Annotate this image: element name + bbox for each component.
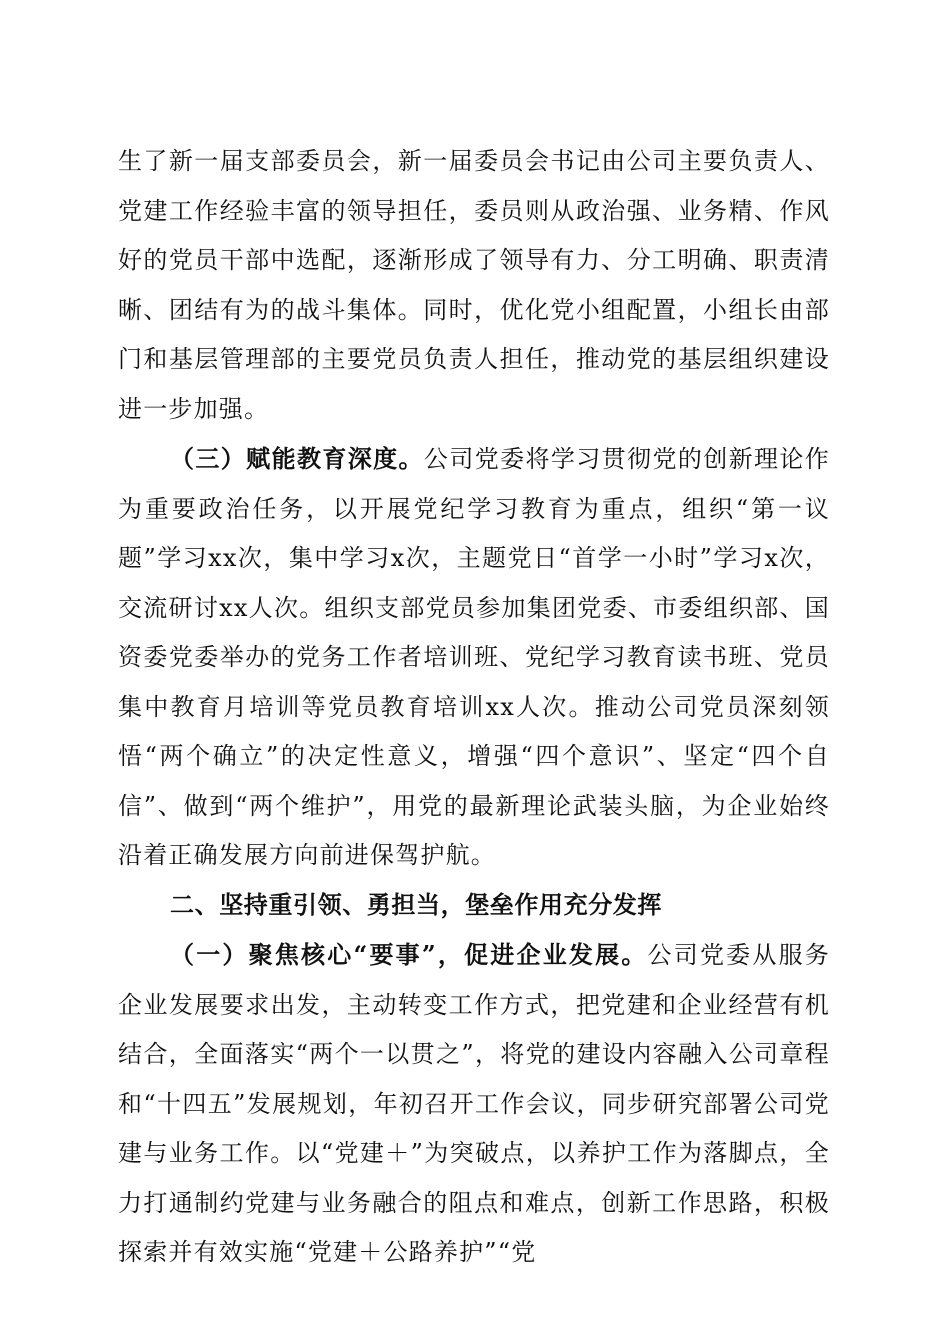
document-body [118,137,830,1278]
paragraph-2-lead: （三）赋能教育深度。 [170,444,424,473]
paragraph-2-body: 公司党委将学习贯彻党的创新理论作为重要政治任务，以开展党纪学习教育为重点，组织“第一议题”学习xx次，集中学习x次，主题党日“首学一小时”学习x次，交流研讨xx人次。组织支部党员参加集团党委、市委组织部、国资委党委举办的党务工作者培训班、党纪学习教育读书班、党员集中教育月培训等党员教育培训xx人次。推动公司党员深刻领悟“两个确立”的决定性意义，增强“四个意识”、坚定“四个自信”、做到“两个维护”，用党的最新理论武装头脑，为企业始终沿着正确发展方向前进保驾护航。 [118,445,830,869]
paragraph-2 [118,434,830,881]
paragraph-3-body: 公司党委从服务企业发展要求出发，主动转变工作方式，把党建和企业经营有机结合，全面落实“两个一以贯之”，将党的建设内容融入公司章程和“十四五”发展规划，年初召开工作会议，同步研究部署公司党建与业务工作。以“党建＋”为突破点，以养护工作为落脚点，全力打通制约党建与业务融合的阻点和难点，创新工作思路，积极探索并有效实施“党建＋公路养护”“党 [118,941,830,1266]
section-heading-2: 二、坚持重引领、勇担当，堡垒作用充分发挥 [170,890,662,919]
paragraph-3-lead: （一）聚焦核心“要事”，促进企业发展。 [170,940,648,969]
paragraph-3 [118,930,830,1278]
paragraph-1: 生了新一届支部委员会，新一届委员会书记由公司主要负责人、党建工作经验丰富的领导担任，委员则从政治强、业务精、作风好的党员干部中选配，逐渐形成了领导有力、分工明确、职责清晰、团结有为的战斗集体。同时，优化党小组配置，小组长由部门和基层管理部的主要党员负责人担任，推动党的基层组织建设进一步加强。 [118,147,830,423]
